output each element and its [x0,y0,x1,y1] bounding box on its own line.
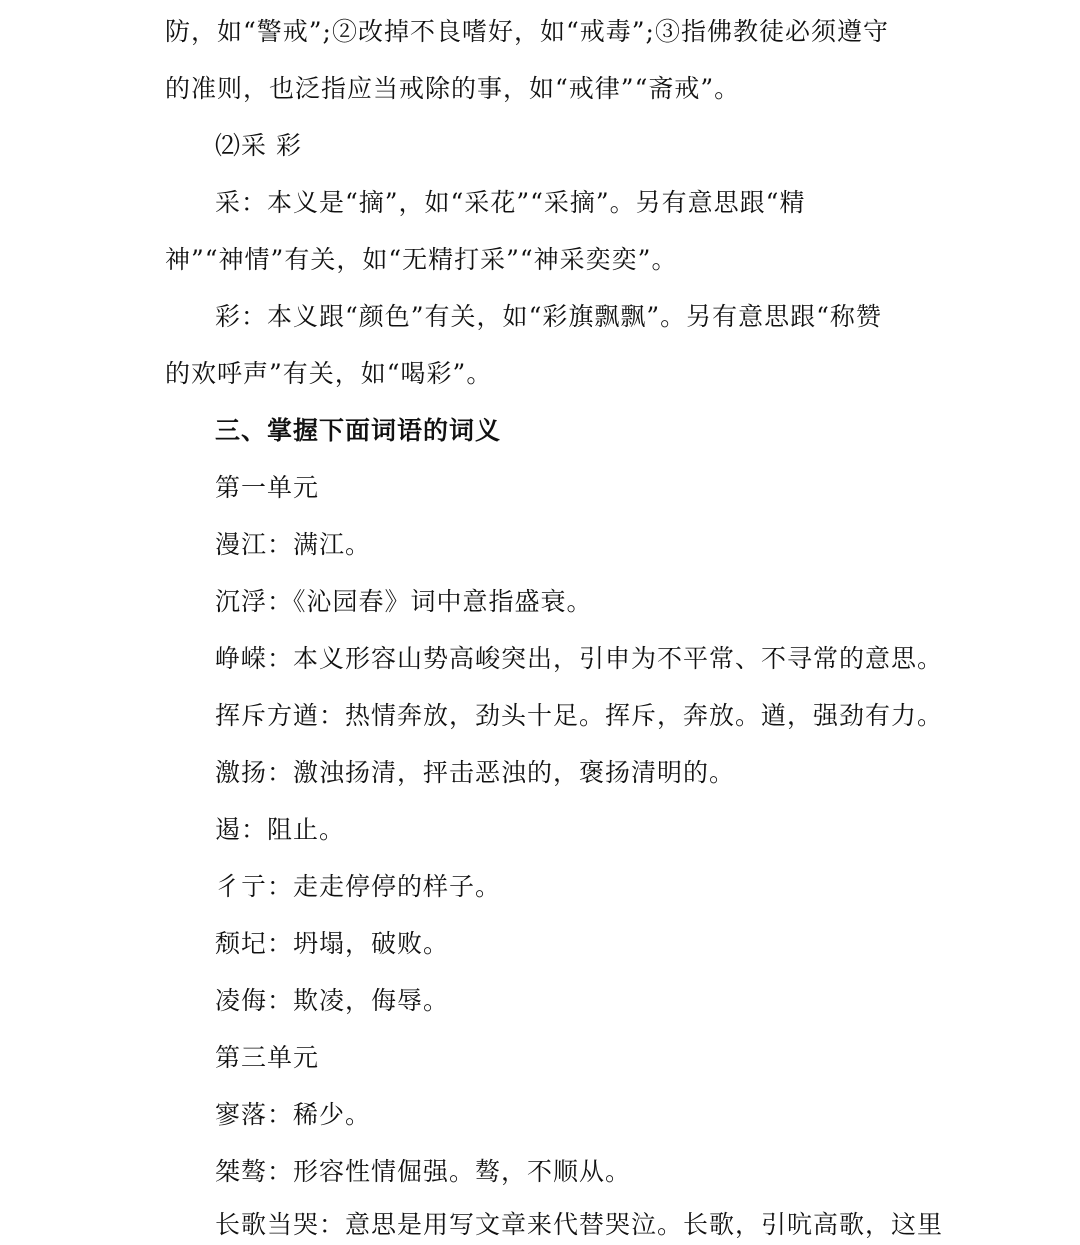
text-line: 的准则，也泛指应当戒除的事，如“戒律”“斋戒”。 [165,74,741,103]
vocab-entry: 桀骜：形容性情倔强。骜，不顺从。 [215,1157,632,1186]
vocab-entry: 凌侮：欺凌，侮辱。 [215,986,450,1015]
text-line: 采：本义是“摘”，如“采花”“采摘”。另有意思跟“精 [215,188,806,217]
text-line: 彩：本义跟“颜色”有关，如“彩旗飘飘”。另有意思跟“称赞 [215,302,882,331]
subsection-heading: ⑵采 彩 [215,131,302,160]
text-line: 神”“神情”有关，如“无精打采”“神采奕奕”。 [165,245,678,274]
vocab-entry: 峥嵘：本义形容山势高峻突出，引申为不平常、不寻常的意思。 [215,644,944,673]
vocab-entry: 沉浮：《沁园春》词中意指盛衰。 [215,587,593,616]
text-line: 的欢呼声”有关，如“喝彩”。 [165,359,493,388]
vocab-entry: 漫江：满江。 [215,530,372,559]
vocab-entry: 寥落：稀少。 [215,1100,372,1129]
vocab-entry: 颓圮：坍塌，破败。 [215,929,450,958]
unit-heading: 第三单元 [215,1043,320,1072]
section-heading: 三、掌握下面词语的词义 [215,416,502,445]
unit-heading: 第一单元 [215,473,320,502]
vocab-entry: 遏：阻止。 [215,815,346,844]
vocab-entry: 挥斥方遒：热情奔放，劲头十足。挥斥，奔放。遒，强劲有力。 [215,701,944,730]
text-line: 防，如“警戒”;②改掉不良嗜好，如“戒毒”;③指佛教徒必须遵守 [165,17,889,46]
vocab-entry: 长歌当哭：意思是用写文章来代替哭泣。长歌，引吭高歌，这里 [215,1210,944,1239]
vocab-entry: 彳亍：走走停停的样子。 [215,872,502,901]
vocab-entry: 激扬：激浊扬清，抨击恶浊的，褒扬清明的。 [215,758,736,787]
